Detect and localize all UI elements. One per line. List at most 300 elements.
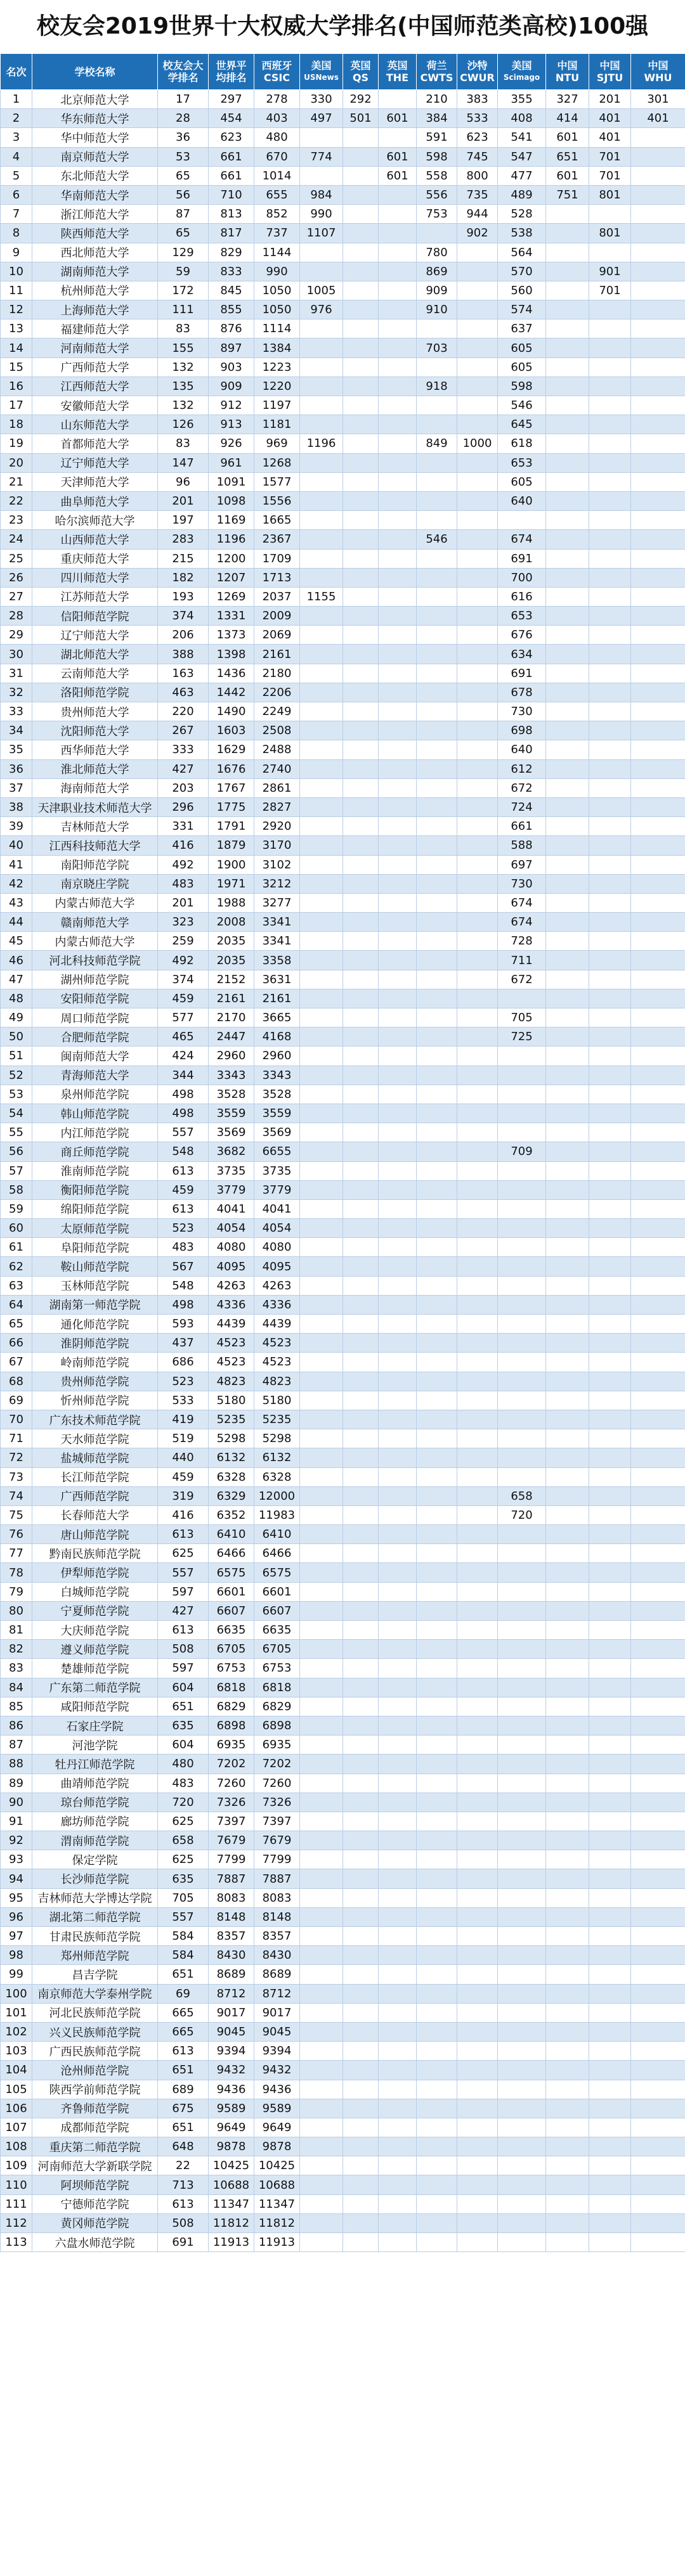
- score-cell: 7799: [254, 1850, 300, 1869]
- score-cell: [417, 1219, 457, 1238]
- score-cell: [498, 2118, 546, 2137]
- score-cell: [343, 587, 379, 606]
- school-name-cell: 忻州师范学院: [32, 1391, 158, 1410]
- score-cell: 661: [209, 147, 254, 166]
- column-header: [457, 54, 498, 90]
- table-row: [1, 2194, 685, 2213]
- score-cell: 6328: [254, 1467, 300, 1486]
- score-cell: [379, 357, 417, 377]
- score-cell: 705: [498, 1008, 546, 1027]
- score-cell: 1490: [209, 702, 254, 721]
- score-cell: [379, 224, 417, 243]
- score-cell: [457, 645, 498, 664]
- score-cell: [498, 2099, 546, 2118]
- table-row: [1, 1793, 685, 1812]
- score-cell: 801: [589, 185, 631, 204]
- rank-cell: 102: [1, 2022, 32, 2041]
- score-cell: [343, 1850, 379, 1869]
- score-cell: [457, 1716, 498, 1735]
- score-cell: 1181: [254, 415, 300, 434]
- score-cell: [546, 453, 589, 472]
- score-cell: [631, 2022, 685, 2041]
- score-cell: 384: [417, 109, 457, 128]
- score-cell: [457, 626, 498, 645]
- score-cell: [589, 1238, 631, 1257]
- score-cell: [498, 1640, 546, 1659]
- score-cell: 547: [498, 147, 546, 166]
- rank-cell: 6: [1, 185, 32, 204]
- score-cell: [631, 1736, 685, 1755]
- score-cell: 730: [498, 874, 546, 893]
- score-cell: 203: [158, 778, 209, 797]
- score-cell: [631, 797, 685, 816]
- score-cell: [457, 1142, 498, 1161]
- score-cell: 523: [158, 1219, 209, 1238]
- score-cell: [546, 855, 589, 874]
- rank-cell: 46: [1, 951, 32, 970]
- score-cell: 3665: [254, 1008, 300, 1027]
- score-cell: [498, 1755, 546, 1774]
- score-cell: [379, 1965, 417, 1984]
- school-name-cell: 鞍山师范学院: [32, 1257, 158, 1276]
- score-cell: [379, 932, 417, 951]
- school-name-cell: 江苏师范大学: [32, 587, 158, 606]
- score-cell: [631, 185, 685, 204]
- score-cell: [379, 2022, 417, 2041]
- score-cell: 1577: [254, 472, 300, 491]
- score-cell: [631, 759, 685, 778]
- score-cell: [343, 607, 379, 626]
- score-cell: 651: [546, 147, 589, 166]
- score-cell: [457, 1180, 498, 1199]
- table-row: [1, 1085, 685, 1104]
- score-cell: 1197: [254, 396, 300, 415]
- score-cell: 454: [209, 109, 254, 128]
- score-cell: [343, 1640, 379, 1659]
- table-row: [1, 1774, 685, 1793]
- score-cell: [417, 1831, 457, 1850]
- score-cell: 388: [158, 645, 209, 664]
- score-cell: [498, 1774, 546, 1793]
- score-cell: [546, 2042, 589, 2061]
- score-cell: [631, 1678, 685, 1697]
- score-cell: [417, 453, 457, 472]
- score-cell: [589, 759, 631, 778]
- score-cell: [498, 1066, 546, 1085]
- score-cell: 4336: [209, 1295, 254, 1314]
- score-cell: [457, 797, 498, 816]
- score-cell: 1091: [209, 472, 254, 491]
- score-cell: [457, 453, 498, 472]
- score-cell: [631, 377, 685, 396]
- score-cell: [546, 224, 589, 243]
- school-name-cell: 兴义民族师范学院: [32, 2022, 158, 2041]
- score-cell: [631, 874, 685, 893]
- table-row: [1, 1219, 685, 1238]
- score-cell: [379, 1907, 417, 1926]
- score-cell: 1114: [254, 319, 300, 338]
- score-cell: [417, 1927, 457, 1946]
- score-cell: 672: [498, 778, 546, 797]
- score-cell: [343, 1774, 379, 1793]
- score-cell: [546, 530, 589, 549]
- score-cell: [498, 989, 546, 1008]
- score-cell: 3779: [254, 1180, 300, 1199]
- table-row: [1, 1315, 685, 1334]
- score-cell: [343, 338, 379, 357]
- score-cell: [343, 300, 379, 319]
- rank-cell: 100: [1, 1984, 32, 2003]
- score-cell: [379, 645, 417, 664]
- score-cell: [546, 664, 589, 683]
- column-header: [254, 54, 300, 90]
- score-cell: 6818: [209, 1678, 254, 1697]
- score-cell: [417, 855, 457, 874]
- score-cell: [546, 568, 589, 587]
- score-cell: 8712: [254, 1984, 300, 2003]
- rank-cell: 38: [1, 797, 32, 816]
- score-cell: [300, 626, 343, 645]
- table-body: [1, 90, 685, 2252]
- score-cell: [300, 721, 343, 740]
- score-cell: [300, 415, 343, 434]
- rank-cell: 112: [1, 2213, 32, 2232]
- score-cell: [546, 2137, 589, 2156]
- score-cell: [546, 1372, 589, 1391]
- score-cell: [343, 1027, 379, 1046]
- score-cell: [631, 1888, 685, 1907]
- school-name-cell: 贵州师范大学: [32, 702, 158, 721]
- score-cell: 355: [498, 90, 546, 109]
- score-cell: 640: [498, 491, 546, 510]
- score-cell: [589, 797, 631, 816]
- score-cell: [417, 1582, 457, 1601]
- score-cell: 10688: [209, 2175, 254, 2194]
- score-cell: [631, 2175, 685, 2194]
- table-row: [1, 2080, 685, 2099]
- score-cell: [457, 607, 498, 626]
- score-cell: 2180: [254, 664, 300, 683]
- score-cell: [300, 1429, 343, 1448]
- score-cell: [546, 1774, 589, 1793]
- school-name-cell: 山西师范大学: [32, 530, 158, 549]
- score-cell: 477: [498, 166, 546, 185]
- school-name-cell: 海南师范大学: [32, 778, 158, 797]
- score-cell: 533: [158, 1391, 209, 1410]
- score-cell: [457, 1066, 498, 1085]
- score-cell: [417, 1353, 457, 1372]
- score-cell: 4263: [254, 1276, 300, 1295]
- score-cell: [343, 836, 379, 855]
- score-cell: 1398: [209, 645, 254, 664]
- score-cell: [343, 1276, 379, 1295]
- table-row: [1, 797, 685, 816]
- score-cell: [379, 396, 417, 415]
- score-cell: 11913: [209, 2233, 254, 2252]
- score-cell: 480: [254, 128, 300, 147]
- score-cell: 912: [209, 396, 254, 415]
- score-cell: [546, 281, 589, 300]
- score-cell: [300, 377, 343, 396]
- school-name-cell: 天水师范学院: [32, 1429, 158, 1448]
- score-cell: [589, 300, 631, 319]
- score-cell: [343, 1372, 379, 1391]
- score-cell: 459: [158, 1467, 209, 1486]
- score-cell: 323: [158, 913, 209, 932]
- score-cell: [498, 1812, 546, 1831]
- score-cell: 9589: [209, 2099, 254, 2118]
- table-row: [1, 472, 685, 491]
- column-header: [32, 54, 158, 90]
- score-cell: [300, 1180, 343, 1199]
- score-cell: [343, 147, 379, 166]
- score-cell: [631, 970, 685, 989]
- score-cell: [300, 1621, 343, 1640]
- rank-cell: 27: [1, 587, 32, 606]
- score-cell: [343, 128, 379, 147]
- score-cell: [300, 1525, 343, 1544]
- score-cell: 584: [158, 1946, 209, 1965]
- score-cell: [457, 1888, 498, 1907]
- score-cell: [546, 2022, 589, 2041]
- school-name-cell: 辽宁师范大学: [32, 453, 158, 472]
- table-row: [1, 1812, 685, 1831]
- score-cell: [379, 2213, 417, 2232]
- score-cell: 658: [158, 1831, 209, 1850]
- score-cell: [379, 1027, 417, 1046]
- score-cell: [417, 893, 457, 912]
- score-cell: 675: [158, 2099, 209, 2118]
- school-name-cell: 琼台师范学院: [32, 1793, 158, 1812]
- rank-cell: 36: [1, 759, 32, 778]
- score-cell: 1676: [209, 759, 254, 778]
- score-cell: [457, 2003, 498, 2022]
- table-row: [1, 1755, 685, 1774]
- score-cell: 3343: [209, 1066, 254, 1085]
- score-cell: [343, 1238, 379, 1257]
- score-cell: 686: [158, 1353, 209, 1372]
- table-row: [1, 1448, 685, 1467]
- score-cell: 557: [158, 1907, 209, 1926]
- score-cell: [379, 568, 417, 587]
- school-name-cell: 保定学院: [32, 1850, 158, 1869]
- score-cell: [300, 472, 343, 491]
- column-header-line1: 沙特: [467, 60, 488, 72]
- score-cell: [417, 2137, 457, 2156]
- score-cell: 4168: [254, 1027, 300, 1046]
- rank-cell: 57: [1, 1161, 32, 1180]
- school-name-cell: 长江师范学院: [32, 1467, 158, 1486]
- score-cell: 10688: [254, 2175, 300, 2194]
- score-cell: [589, 1066, 631, 1085]
- score-cell: [300, 166, 343, 185]
- score-cell: [631, 1869, 685, 1888]
- score-cell: [417, 1525, 457, 1544]
- score-cell: [546, 2233, 589, 2252]
- score-cell: 1220: [254, 377, 300, 396]
- score-cell: 855: [209, 300, 254, 319]
- rank-cell: 18: [1, 415, 32, 434]
- score-cell: [379, 205, 417, 224]
- score-cell: [589, 357, 631, 377]
- score-cell: [631, 1334, 685, 1353]
- score-cell: 3682: [209, 1142, 254, 1161]
- score-cell: [498, 1315, 546, 1334]
- score-cell: [589, 855, 631, 874]
- score-cell: [631, 1755, 685, 1774]
- rank-cell: 88: [1, 1755, 32, 1774]
- score-cell: 601: [379, 109, 417, 128]
- score-cell: [457, 1601, 498, 1620]
- score-cell: [379, 951, 417, 970]
- score-cell: [546, 1334, 589, 1353]
- score-cell: [498, 2213, 546, 2232]
- score-cell: 3735: [209, 1161, 254, 1180]
- score-cell: 201: [158, 491, 209, 510]
- score-cell: [457, 951, 498, 970]
- score-cell: [417, 1391, 457, 1410]
- score-cell: [379, 2080, 417, 2099]
- score-cell: [343, 683, 379, 702]
- score-cell: 10425: [254, 2156, 300, 2175]
- score-cell: [457, 1353, 498, 1372]
- score-cell: 6466: [254, 1544, 300, 1563]
- score-cell: 5235: [254, 1410, 300, 1429]
- score-cell: [417, 951, 457, 970]
- score-cell: [589, 2061, 631, 2080]
- score-cell: [589, 1831, 631, 1850]
- score-cell: [300, 1295, 343, 1314]
- score-cell: [300, 1965, 343, 1984]
- score-cell: [300, 1946, 343, 1965]
- school-name-cell: 岭南师范学院: [32, 1353, 158, 1372]
- score-cell: 2170: [209, 1008, 254, 1027]
- school-name-cell: 华东师范大学: [32, 109, 158, 128]
- score-cell: [343, 913, 379, 932]
- score-cell: [417, 1505, 457, 1524]
- score-cell: 4263: [209, 1276, 254, 1295]
- score-cell: [457, 2061, 498, 2080]
- score-cell: 2367: [254, 530, 300, 549]
- score-cell: 437: [158, 1334, 209, 1353]
- table-row: [1, 549, 685, 568]
- score-cell: 584: [158, 1927, 209, 1946]
- score-cell: [546, 1946, 589, 1965]
- rank-cell: 56: [1, 1142, 32, 1161]
- score-cell: 3528: [254, 1085, 300, 1104]
- score-cell: [631, 1563, 685, 1582]
- score-cell: [589, 530, 631, 549]
- score-cell: [546, 511, 589, 530]
- table-row: [1, 1716, 685, 1735]
- score-cell: 9394: [209, 2042, 254, 2061]
- score-cell: [343, 626, 379, 645]
- score-cell: [300, 1123, 343, 1142]
- score-cell: 6705: [254, 1640, 300, 1659]
- score-cell: [546, 721, 589, 740]
- score-cell: 3569: [209, 1123, 254, 1142]
- score-cell: [343, 1888, 379, 1907]
- score-cell: [589, 568, 631, 587]
- rank-cell: 17: [1, 396, 32, 415]
- score-cell: [589, 1697, 631, 1716]
- score-cell: [589, 2099, 631, 2118]
- rank-cell: 11: [1, 281, 32, 300]
- score-cell: 480: [158, 1755, 209, 1774]
- score-cell: 8083: [254, 1888, 300, 1907]
- score-cell: 459: [158, 1180, 209, 1199]
- score-cell: 2861: [254, 778, 300, 797]
- rank-cell: 45: [1, 932, 32, 951]
- score-cell: [546, 932, 589, 951]
- score-cell: 597: [158, 1659, 209, 1678]
- score-cell: 2960: [254, 1046, 300, 1066]
- score-cell: [457, 740, 498, 759]
- school-name-cell: 周口师范学院: [32, 1008, 158, 1027]
- score-cell: [546, 1008, 589, 1027]
- score-cell: [417, 836, 457, 855]
- score-cell: 926: [209, 434, 254, 453]
- table-row: [1, 1869, 685, 1888]
- score-cell: 2508: [254, 721, 300, 740]
- score-cell: [379, 472, 417, 491]
- score-cell: [631, 1391, 685, 1410]
- score-cell: [457, 1965, 498, 1984]
- score-cell: [589, 396, 631, 415]
- score-cell: 4041: [209, 1199, 254, 1218]
- table-row: [1, 1353, 685, 1372]
- score-cell: [379, 1525, 417, 1544]
- score-cell: [417, 1467, 457, 1486]
- score-cell: [417, 1850, 457, 1869]
- score-cell: [457, 1869, 498, 1888]
- score-cell: 2827: [254, 797, 300, 816]
- score-cell: 651: [158, 2118, 209, 2137]
- score-cell: [498, 1544, 546, 1563]
- score-cell: [417, 1544, 457, 1563]
- score-cell: [546, 1486, 589, 1505]
- score-cell: [457, 1544, 498, 1563]
- school-name-cell: 石家庄学院: [32, 1716, 158, 1735]
- score-cell: [343, 1180, 379, 1199]
- score-cell: [498, 2175, 546, 2194]
- rank-cell: 1: [1, 90, 32, 109]
- score-cell: [417, 626, 457, 645]
- table-row: [1, 166, 685, 185]
- score-cell: 1155: [300, 587, 343, 606]
- score-cell: 4439: [254, 1315, 300, 1334]
- score-cell: 4336: [254, 1295, 300, 1314]
- score-cell: [343, 1907, 379, 1926]
- score-cell: [631, 530, 685, 549]
- score-cell: 969: [254, 434, 300, 453]
- score-cell: 2161: [254, 989, 300, 1008]
- score-cell: 713: [158, 2175, 209, 2194]
- score-cell: 11347: [209, 2194, 254, 2213]
- score-cell: 6607: [254, 1601, 300, 1620]
- score-cell: 648: [158, 2137, 209, 2156]
- score-cell: 651: [158, 1697, 209, 1716]
- score-cell: [417, 1123, 457, 1142]
- score-cell: [631, 338, 685, 357]
- score-cell: [417, 1736, 457, 1755]
- score-cell: 598: [498, 377, 546, 396]
- school-name-cell: 通化师范学院: [32, 1315, 158, 1334]
- score-cell: [631, 2003, 685, 2022]
- rank-cell: 3: [1, 128, 32, 147]
- score-cell: 651: [158, 1965, 209, 1984]
- rank-cell: 106: [1, 2099, 32, 2118]
